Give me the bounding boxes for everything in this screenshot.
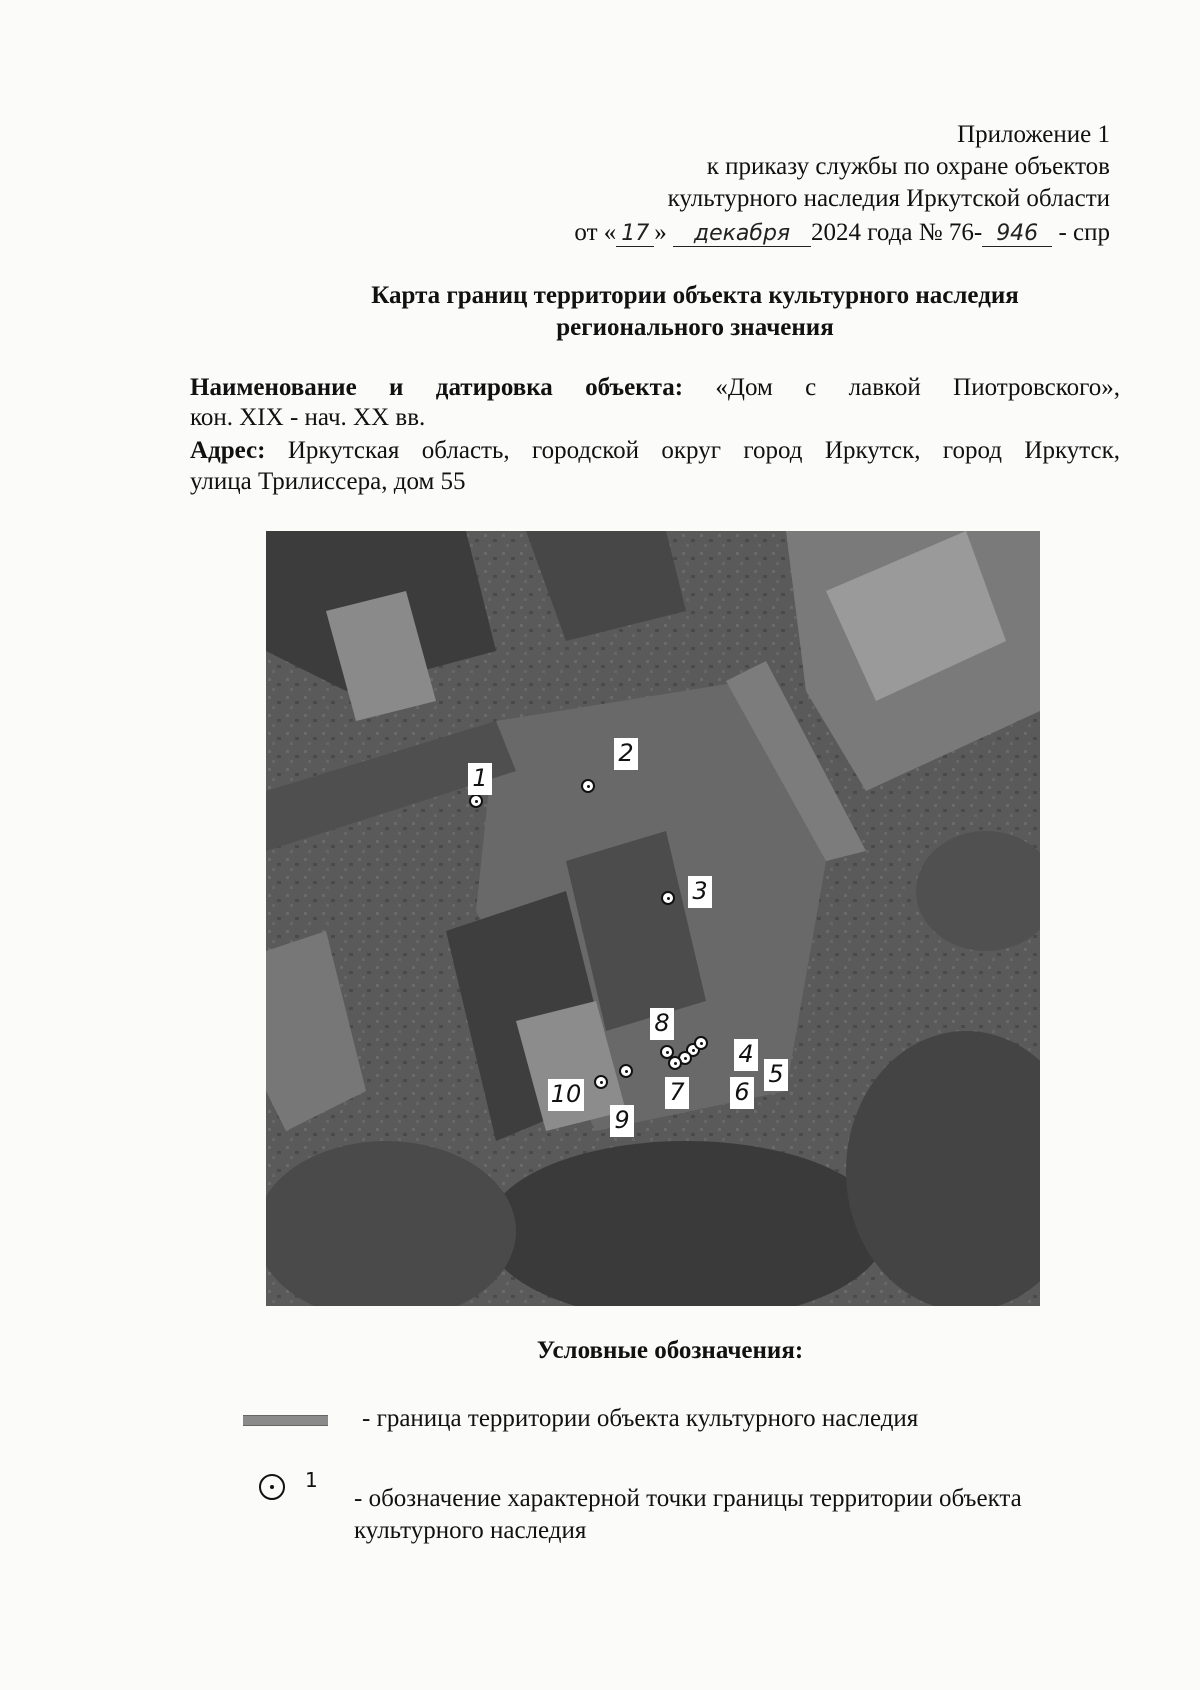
date-quote-close: »: [654, 219, 667, 246]
order-issuer-line: культурного наследия Иркутской области: [667, 185, 1110, 212]
boundary-point-10: [594, 1075, 608, 1089]
point-legend-text-line1: - обозначение характерной точки границы территории объекта: [354, 1485, 1022, 1512]
point-label-4: 4: [734, 1039, 758, 1071]
point-label-6: 6: [730, 1077, 754, 1109]
object-name-row: [190, 373, 1120, 403]
order-date-line: [574, 218, 1110, 248]
point-label-8: 8: [650, 1008, 674, 1040]
point-label-9: 9: [610, 1105, 634, 1137]
date-year-number-prefix: 2024 года № 76-: [811, 219, 983, 246]
address-label: Адрес:: [190, 437, 266, 464]
address-value: Иркутская область, городской округ город Иркутск, город Иркутск,: [287, 437, 1120, 464]
point-label-5: 5: [764, 1059, 788, 1091]
boundary-point-1: [469, 794, 483, 808]
boundary-line-symbol: [243, 1415, 328, 1426]
handwritten-month: декабря: [673, 222, 811, 247]
object-name-value: «Дом с лавкой Пиотровского»,: [715, 374, 1120, 401]
address-street: улица Трилиссера, дом 55: [190, 468, 466, 495]
point-label-2: 2: [614, 738, 638, 770]
point-marker-symbol: [259, 1474, 285, 1500]
point-label-7: 7: [665, 1077, 689, 1109]
handwritten-day: 17: [616, 222, 654, 247]
boundary-point-5: [694, 1036, 708, 1050]
document-title-line2: регионального значения: [556, 314, 834, 341]
point-symbol-number: 1: [305, 1468, 318, 1492]
point-label-10: 10: [548, 1079, 584, 1111]
object-address-row: [190, 436, 1120, 466]
date-prefix: от «: [574, 219, 617, 246]
boundary-legend-text: - граница территории объекта культурного наследия: [362, 1405, 919, 1432]
legend-title: Условные обозначения:: [536, 1337, 804, 1364]
point-label-3: 3: [688, 876, 712, 908]
boundary-point-3: [661, 891, 675, 905]
point-legend-text-line2: культурного наследия: [354, 1517, 587, 1544]
appendix-label: Приложение 1: [957, 121, 1110, 148]
handwritten-order-number: 946: [982, 222, 1052, 247]
order-reference-line: к приказу службы по охране объектов: [706, 153, 1110, 180]
document-title-line1: Карта границ территории объекта культурного наследия: [371, 282, 1019, 309]
aerial-photo-texture: [266, 531, 1040, 1306]
boundary-point-2: [581, 779, 595, 793]
object-dating: кон. XIX - нач. XX вв.: [190, 404, 426, 431]
object-name-label: Наименование и датировка объекта:: [190, 374, 684, 401]
aerial-map: [266, 531, 1040, 1306]
point-label-1: 1: [468, 763, 492, 795]
boundary-point-8: [660, 1045, 674, 1059]
boundary-point-9: [619, 1064, 633, 1078]
order-number-suffix: - спр: [1058, 219, 1110, 246]
